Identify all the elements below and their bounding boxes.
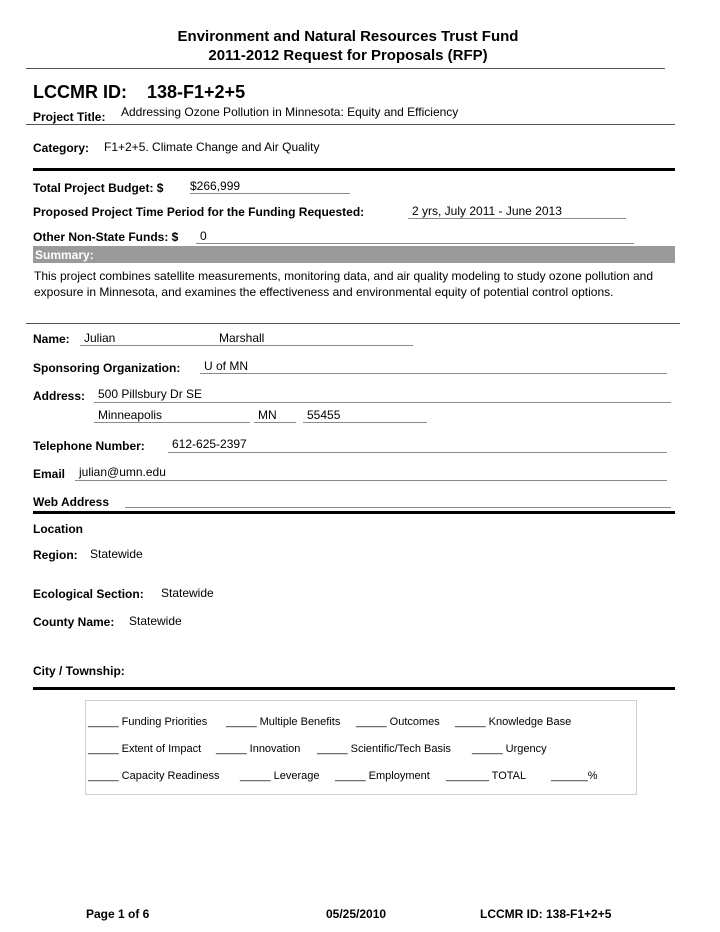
name-label: Name: xyxy=(33,332,70,346)
divider-summary xyxy=(26,323,680,324)
region-label: Region: xyxy=(33,548,78,562)
name-underline xyxy=(80,345,413,346)
zip-underline xyxy=(303,422,427,423)
score-knowledge-base: _____ Knowledge Base xyxy=(455,716,572,728)
score-innovation: _____ Innovation xyxy=(216,743,301,755)
address-label: Address: xyxy=(33,389,86,403)
non-state-funds-underline xyxy=(196,243,634,244)
score-leverage: _____ Leverage xyxy=(240,770,320,782)
city-value: Minneapolis xyxy=(98,408,163,422)
score-funding-priorities: _____ Funding Priorities xyxy=(88,716,208,728)
score-urgency: _____ Urgency xyxy=(472,743,547,755)
email-value: julian@umn.edu xyxy=(79,465,166,479)
web-address-underline xyxy=(125,507,671,508)
email-underline xyxy=(75,480,667,481)
total-budget-label: Total Project Budget: $ xyxy=(33,181,164,195)
score-extent-of-impact: _____ Extent of Impact xyxy=(88,743,202,755)
non-state-funds-label: Other Non-State Funds: $ xyxy=(33,230,179,244)
sponsoring-org-label: Sponsoring Organization: xyxy=(33,361,181,375)
summary-text: This project combines satellite measurements, monitoring data, and air quality modeling to study ozone pollution and exposure in Minnesota, and examines the effectiveness and environmental equity of potential control options. xyxy=(34,269,654,299)
summary-header-bar xyxy=(33,246,675,263)
county-name-label: County Name: xyxy=(33,615,115,629)
header-divider xyxy=(26,68,665,69)
telephone-value: 612-625-2397 xyxy=(172,437,247,451)
divider-location xyxy=(33,687,675,690)
last-name-value: Marshall xyxy=(219,331,265,345)
project-title-label: Project Title: xyxy=(33,110,106,124)
document-title: Environment and Natural Resources Trust Fund xyxy=(177,28,519,45)
summary-label: Summary: xyxy=(35,248,94,262)
score-total: _______ TOTAL xyxy=(446,770,527,782)
time-period-value: 2 yrs, July 2011 - June 2013 xyxy=(412,204,562,218)
document-subtitle: 2011-2012 Request for Proposals (RFP) xyxy=(208,47,488,64)
region-value: Statewide xyxy=(90,547,143,561)
divider-category xyxy=(33,168,675,171)
ecological-section-value: Statewide xyxy=(161,586,214,600)
street-underline xyxy=(94,402,671,403)
footer-date: 05/25/2010 xyxy=(326,907,387,921)
telephone-label: Telephone Number: xyxy=(33,439,145,453)
category-value: F1+2+5. Climate Change and Air Quality xyxy=(104,140,320,154)
city-underline xyxy=(94,422,250,423)
project-title-value: Addressing Ozone Pollution in Minnesota: Equity and Efficiency xyxy=(121,105,459,119)
sponsoring-org-underline xyxy=(200,373,667,374)
score-multiple-benefits: _____ Multiple Benefits xyxy=(226,716,341,728)
score-scientific-tech-basis: _____ Scientific/Tech Basis xyxy=(317,743,451,755)
time-period-underline xyxy=(408,218,626,219)
web-address-label: Web Address xyxy=(33,495,110,509)
lccmr-id-label: LCCMR ID: xyxy=(33,82,127,102)
footer-lccmr-id: LCCMR ID: 138-F1+2+5 xyxy=(480,907,612,921)
footer-page-number: Page 1 of 6 xyxy=(86,907,150,921)
telephone-underline xyxy=(168,452,667,453)
city-township-label: City / Township: xyxy=(33,664,125,678)
total-budget-value: $266,999 xyxy=(190,179,241,193)
score-outcomes: _____ Outcomes xyxy=(356,716,440,728)
score-percent: ______% xyxy=(551,770,598,782)
non-state-funds-value: 0 xyxy=(200,229,207,243)
sponsoring-org-value: U of MN xyxy=(204,359,249,373)
category-label: Category: xyxy=(33,141,90,155)
ecological-section-label: Ecological Section: xyxy=(33,587,144,601)
email-label: Email xyxy=(33,467,66,481)
time-period-label: Proposed Project Time Period for the Funding Requested: xyxy=(33,205,365,219)
location-heading: Location xyxy=(33,522,83,536)
divider-title xyxy=(26,124,675,125)
zip-value: 55455 xyxy=(307,408,341,422)
score-employment: _____ Employment xyxy=(335,770,430,782)
state-value: MN xyxy=(258,408,277,422)
first-name-value: Julian xyxy=(84,331,116,345)
county-name-value: Statewide xyxy=(129,614,182,628)
total-budget-underline xyxy=(190,193,350,194)
scoring-box xyxy=(85,700,637,795)
score-capacity-readiness: _____ Capacity Readiness xyxy=(88,770,220,782)
lccmr-id-value: 138-F1+2+5 xyxy=(147,82,246,102)
street-value: 500 Pillsbury Dr SE xyxy=(98,387,203,401)
state-underline xyxy=(254,422,296,423)
divider-contact xyxy=(33,511,675,514)
